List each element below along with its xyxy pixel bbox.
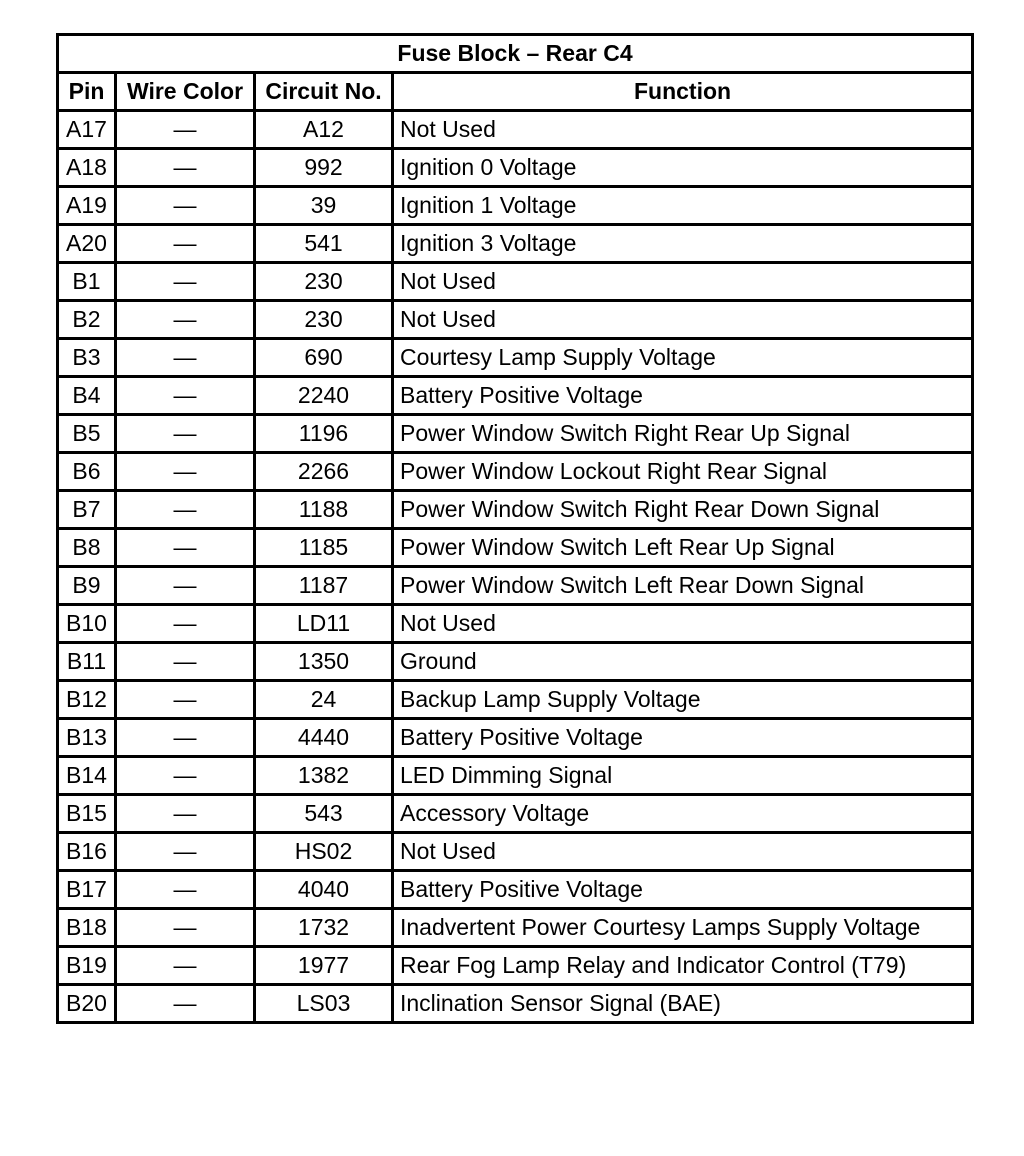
circuit-no-cell: 543: [255, 795, 393, 833]
pin-cell: B19: [58, 947, 116, 985]
circuit-no-cell: 1382: [255, 757, 393, 795]
pin-cell: B3: [58, 339, 116, 377]
pin-cell: B4: [58, 377, 116, 415]
function-cell: Ground: [393, 643, 973, 681]
wire-color-cell: —: [116, 453, 255, 491]
wire-color-cell: —: [116, 415, 255, 453]
wire-color-cell: —: [116, 339, 255, 377]
wire-color-cell: —: [116, 567, 255, 605]
wire-color-cell: —: [116, 187, 255, 225]
table-row: [58, 605, 973, 643]
wire-color-cell: —: [116, 643, 255, 681]
wire-color-cell: —: [116, 757, 255, 795]
function-cell: Battery Positive Voltage: [393, 377, 973, 415]
column-header-row: [58, 73, 973, 111]
circuit-no-cell: 1732: [255, 909, 393, 947]
circuit-no-cell: 1977: [255, 947, 393, 985]
wire-color-cell: —: [116, 263, 255, 301]
wire-color-cell: —: [116, 833, 255, 871]
pin-cell: B6: [58, 453, 116, 491]
function-cell: Battery Positive Voltage: [393, 871, 973, 909]
pin-cell: B18: [58, 909, 116, 947]
pin-cell: B11: [58, 643, 116, 681]
circuit-no-cell: 230: [255, 301, 393, 339]
wire-color-cell: —: [116, 909, 255, 947]
table-row: [58, 377, 973, 415]
circuit-no-cell: 1350: [255, 643, 393, 681]
column-header-circuit-no: Circuit No.: [255, 73, 393, 111]
wire-color-cell: —: [116, 985, 255, 1023]
table-row: [58, 339, 973, 377]
wire-color-cell: —: [116, 377, 255, 415]
table-row: [58, 225, 973, 263]
column-header-function: Function: [393, 73, 973, 111]
circuit-no-cell: 1196: [255, 415, 393, 453]
table-row: [58, 491, 973, 529]
function-cell: Backup Lamp Supply Voltage: [393, 681, 973, 719]
circuit-no-cell: 24: [255, 681, 393, 719]
fuse-block-table: [56, 33, 974, 1024]
table-row: [58, 947, 973, 985]
pin-cell: B16: [58, 833, 116, 871]
wire-color-cell: —: [116, 795, 255, 833]
function-cell: Power Window Switch Right Rear Up Signal: [393, 415, 973, 453]
column-header-pin: Pin: [58, 73, 116, 111]
pin-cell: A19: [58, 187, 116, 225]
circuit-no-cell: 39: [255, 187, 393, 225]
circuit-no-cell: A12: [255, 111, 393, 149]
pin-cell: B9: [58, 567, 116, 605]
function-cell: Not Used: [393, 833, 973, 871]
circuit-no-cell: LS03: [255, 985, 393, 1023]
pin-cell: B12: [58, 681, 116, 719]
table-row: [58, 149, 973, 187]
pin-cell: A17: [58, 111, 116, 149]
wire-color-cell: —: [116, 225, 255, 263]
table-row: [58, 187, 973, 225]
pin-cell: B13: [58, 719, 116, 757]
function-cell: Not Used: [393, 605, 973, 643]
table-row: [58, 795, 973, 833]
circuit-no-cell: 230: [255, 263, 393, 301]
pin-cell: A20: [58, 225, 116, 263]
function-cell: Courtesy Lamp Supply Voltage: [393, 339, 973, 377]
circuit-no-cell: 2240: [255, 377, 393, 415]
circuit-no-cell: LD11: [255, 605, 393, 643]
function-cell: Power Window Switch Right Rear Down Signal: [393, 491, 973, 529]
table-row: [58, 453, 973, 491]
table-row: [58, 757, 973, 795]
function-cell: Not Used: [393, 301, 973, 339]
pin-cell: B10: [58, 605, 116, 643]
circuit-no-cell: 4040: [255, 871, 393, 909]
wire-color-cell: —: [116, 111, 255, 149]
function-cell: Power Window Switch Left Rear Up Signal: [393, 529, 973, 567]
table-row: [58, 529, 973, 567]
table-row: [58, 301, 973, 339]
circuit-no-cell: 690: [255, 339, 393, 377]
function-cell: Rear Fog Lamp Relay and Indicator Control (T79): [393, 947, 973, 985]
function-cell: Battery Positive Voltage: [393, 719, 973, 757]
circuit-no-cell: 2266: [255, 453, 393, 491]
table-row: [58, 871, 973, 909]
wire-color-cell: —: [116, 871, 255, 909]
function-cell: Power Window Lockout Right Rear Signal: [393, 453, 973, 491]
function-cell: Not Used: [393, 263, 973, 301]
pin-cell: B2: [58, 301, 116, 339]
table-row: [58, 567, 973, 605]
circuit-no-cell: 992: [255, 149, 393, 187]
table-row: [58, 263, 973, 301]
pin-cell: A18: [58, 149, 116, 187]
pin-cell: B5: [58, 415, 116, 453]
circuit-no-cell: 541: [255, 225, 393, 263]
table-row: [58, 985, 973, 1023]
function-cell: Accessory Voltage: [393, 795, 973, 833]
wire-color-cell: —: [116, 491, 255, 529]
column-header-wire-color: Wire Color: [116, 73, 255, 111]
table-title-row: [58, 35, 973, 73]
pin-cell: B15: [58, 795, 116, 833]
table-row: [58, 909, 973, 947]
function-cell: LED Dimming Signal: [393, 757, 973, 795]
wire-color-cell: —: [116, 947, 255, 985]
function-cell: Ignition 0 Voltage: [393, 149, 973, 187]
circuit-no-cell: 1187: [255, 567, 393, 605]
circuit-no-cell: HS02: [255, 833, 393, 871]
function-cell: Inadvertent Power Courtesy Lamps Supply Voltage: [393, 909, 973, 947]
table-row: [58, 415, 973, 453]
pin-cell: B17: [58, 871, 116, 909]
function-cell: Ignition 3 Voltage: [393, 225, 973, 263]
function-cell: Not Used: [393, 111, 973, 149]
table-row: [58, 111, 973, 149]
table-row: [58, 643, 973, 681]
circuit-no-cell: 1185: [255, 529, 393, 567]
pin-cell: B20: [58, 985, 116, 1023]
wire-color-cell: —: [116, 681, 255, 719]
circuit-no-cell: 4440: [255, 719, 393, 757]
wire-color-cell: —: [116, 529, 255, 567]
wire-color-cell: —: [116, 719, 255, 757]
circuit-no-cell: 1188: [255, 491, 393, 529]
pin-cell: B8: [58, 529, 116, 567]
wire-color-cell: —: [116, 149, 255, 187]
table-row: [58, 681, 973, 719]
function-cell: Power Window Switch Left Rear Down Signal: [393, 567, 973, 605]
function-cell: Inclination Sensor Signal (BAE): [393, 985, 973, 1023]
table-row: [58, 719, 973, 757]
wire-color-cell: —: [116, 301, 255, 339]
table-title: Fuse Block – Rear C4: [58, 35, 973, 73]
table-row: [58, 833, 973, 871]
pin-cell: B1: [58, 263, 116, 301]
pin-cell: B14: [58, 757, 116, 795]
pin-cell: B7: [58, 491, 116, 529]
function-cell: Ignition 1 Voltage: [393, 187, 973, 225]
wire-color-cell: —: [116, 605, 255, 643]
